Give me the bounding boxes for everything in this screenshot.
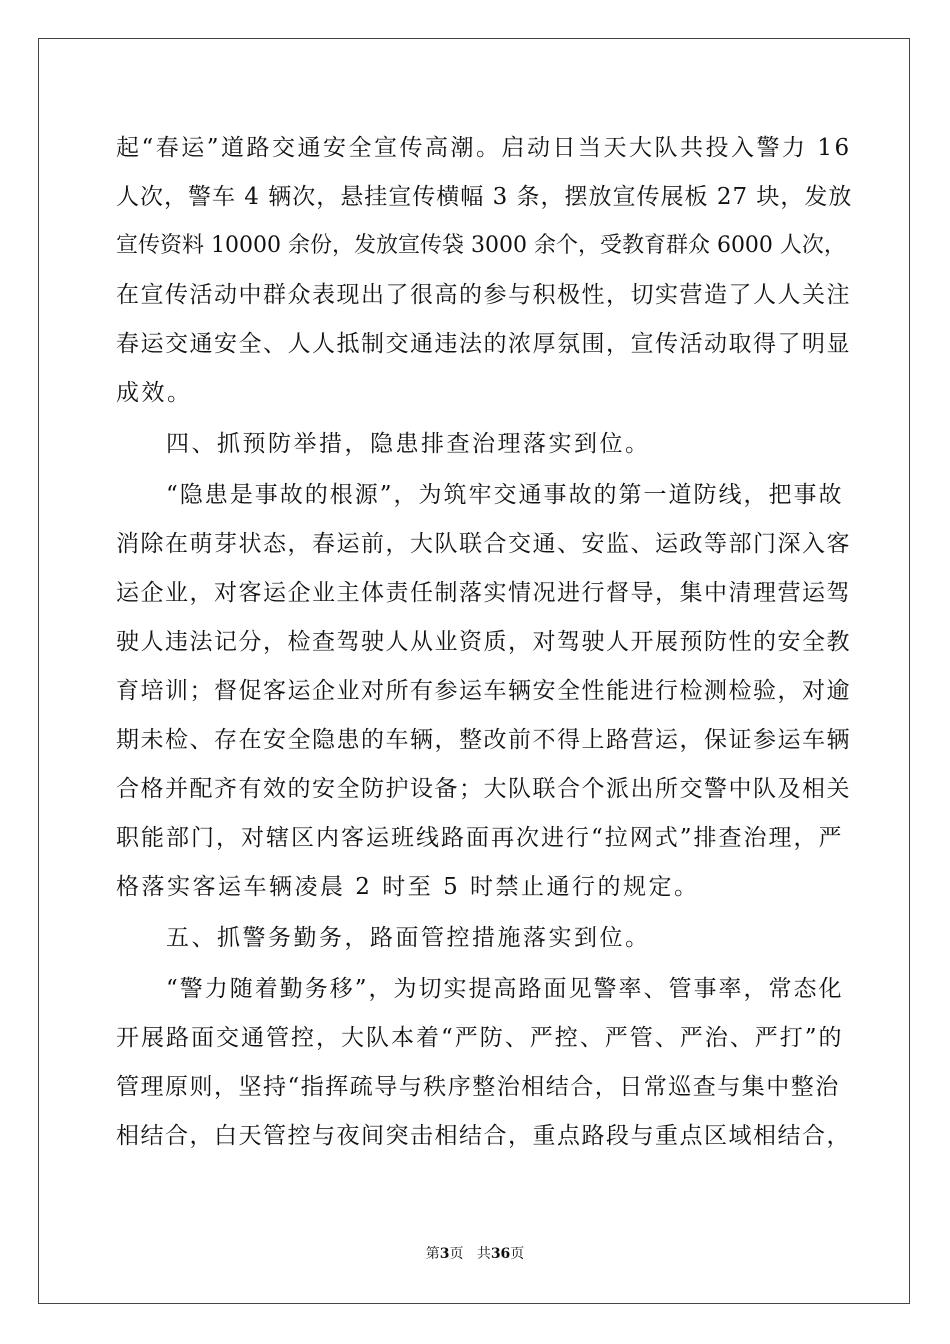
page-number: 3 xyxy=(439,1246,450,1262)
page-footer xyxy=(0,1244,950,1264)
total-prefix: 共 xyxy=(476,1246,491,1262)
text-line: 在宣传活动中群众表现出了很高的参与积极性，切实营造了人人关注 xyxy=(116,282,851,308)
text-line: 春运交通安全、人人抵制交通违法的浓厚氛围，宣传活动取得了明显 xyxy=(116,331,851,357)
text-line: 驶人违法记分，检查驾驶人从业资质，对驾驶人开展预防性的安全教 xyxy=(116,629,851,655)
text-line: 合格并配齐有效的安全防护设备；大队联合个派出所交警中队及相关 xyxy=(116,776,851,802)
page-prefix: 第 xyxy=(425,1246,440,1262)
text-line: 宣传资料 10000 余份，发放宣传袋 3000 余个，受教育群众 6000 人次， xyxy=(116,233,846,258)
text-line: 育培训；督促客运企业对所有参运车辆安全性能进行检测检验，对逾 xyxy=(116,678,851,704)
text-line: 职能部门，对辖区内客运班线路面再次进行“拉网式”排查治理，严 xyxy=(116,825,844,851)
text-line: 成效。 xyxy=(116,380,193,406)
section-heading: 五、抓警务勤务，路面管控措施落实到位。 xyxy=(166,925,651,951)
total-suffix: 页 xyxy=(510,1246,525,1262)
text-line: “隐患是事故的根源”，为筑牢交通事故的第一道防线，把事故 xyxy=(166,482,844,508)
total-pages: 36 xyxy=(490,1246,511,1262)
text-line: 开展路面交通管控，大队本着“严防、严控、严管、严治、严打”的 xyxy=(116,1025,844,1051)
text-line: 管理原则，坚持“指挥疏导与秩序整治相结合，日常巡查与集中整治 xyxy=(116,1074,840,1100)
page-suffix: 页 xyxy=(449,1246,464,1262)
section-heading: 四、抓预防举措，隐患排查治理落实到位。 xyxy=(166,431,651,457)
text-line: 消除在萌芽状态，春运前，大队联合交通、安监、运政等部门深入客 xyxy=(116,531,851,557)
text-line: 格落实客运车辆凌晨 2 时至 5 时禁止通行的规定。 xyxy=(116,874,700,900)
text-line: 起“春运”道路交通安全宣传高潮。启动日当天大队共投入警力 16 xyxy=(116,135,852,161)
text-line: 人次，警车 4 辆次，悬挂宣传横幅 3 条，摆放宣传展板 27 块，发放 xyxy=(116,184,853,210)
text-line: 运企业，对客运企业主体责任制落实情况进行督导，集中清理营运驾 xyxy=(116,580,851,606)
text-line: 期未检、存在安全隐患的车辆，整改前不得上路营运，保证参运车辆 xyxy=(116,727,851,753)
text-line: 相结合，白天管控与夜间突击相结合，重点路段与重点区域相结合， xyxy=(116,1123,851,1149)
text-line: “警力随着勤务移”，为切实提高路面见警率、管事率，常态化 xyxy=(166,976,844,1002)
